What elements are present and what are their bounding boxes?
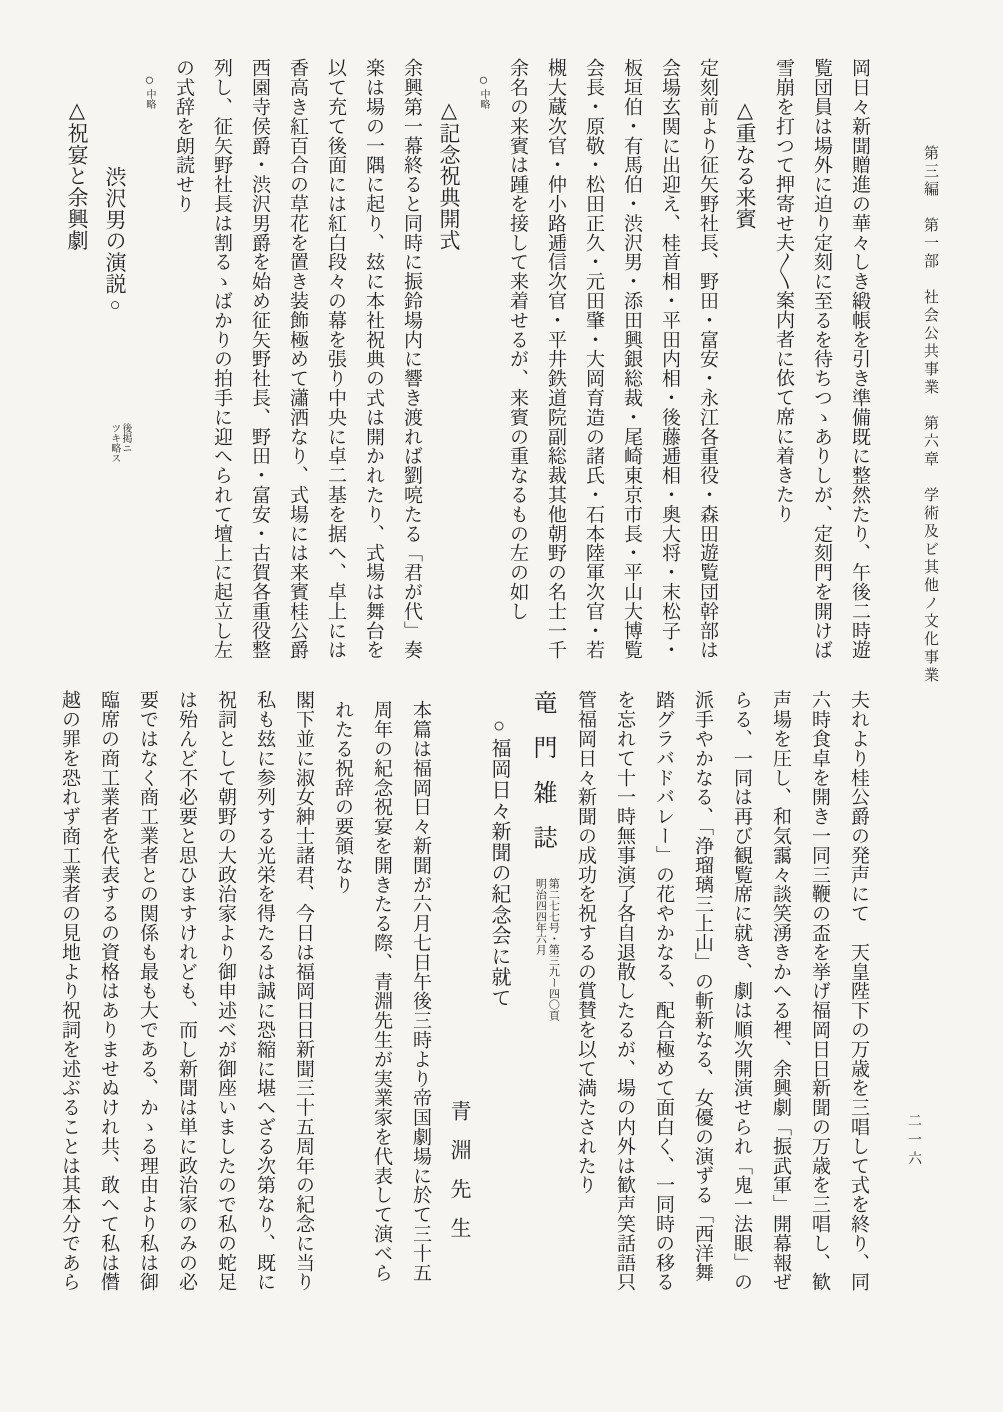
text-line: 岡日々新聞贈進の華々しき緞帳を引き準備既に整然たり、午後二時遊 [849,58,870,660]
text-line: を忘れて十一時無事演了各自退散したるが、場の内外は歓声笑話語只 [614,690,635,1292]
inline-annotation-line: 後掲ニ [119,422,131,453]
journal-date: 明治四四年六月 [534,878,547,955]
inline-annotation-line: ツキ略ス [108,422,120,463]
text-line: 越の罪を恐れず商工業者の見地より祝詞を述ぶることは其本分であら [59,690,80,1292]
journal-issue-note [533,878,559,1021]
text-line: 香高き紅百合の草花を置き装飾極めて瀟洒なり、式場には来賓桂公爵 [287,58,308,660]
text-line: 会長・原敬・松田正久・元田肇・大岡育造の諸氏・石本陸軍次官・若 [583,58,604,660]
bottom-text-block [50,690,878,1355]
section-heading-ceremony: △記念祝典開式 [437,98,461,251]
text-line: は殆んど不必要と思ひますけれども、而し新聞は単に政治家のみの必 [176,690,197,1292]
text-line: 夫れより桂公爵の発声にて 天皇陛下の万歳を三唱して式を終り、同 [848,690,869,1292]
text-line: 槻大蔵次官・仲小路逓信次官・平井鉄道院副総裁其他朝野の名士一千 [545,58,566,660]
text-line: 六時食卓を開き一同三鞭の盃を挙げ福岡日日新聞の万歳を三唱し、歓 [809,690,830,1292]
omission-note [134,58,164,690]
omission-note [468,58,498,690]
text-line: 管福岡日々新聞の成功を祝するの賞賛を以て満たされたり [575,690,596,1195]
text-line: 楽は場の一隅に起り、玆に本社祝典の式は開かれたり、式場は舞台を [363,58,384,660]
speech-reference-line [96,58,134,690]
text-line: 以て充て後面には紅白段々の幕を張り中央に卓二基を据へ、卓上には [325,58,346,660]
text-line: 要ではなく商工業者との関係も最も大である、かゝる理由より私は御 [137,690,158,1292]
text-line: 覧団員は場外に迫り定刻に至るを待ちつゝありしが、定刻門を開けば [811,58,832,660]
text-line: 会場玄関に出迎え、桂首相・平田内相・後藤逓相・奥大将・末松子・ [659,58,680,660]
text-line: 閣下並に淑女紳士諸君、今日は福岡日日新聞三十五周年の紀念に当り [293,690,314,1292]
speech-reference-text: 渋沢男の演説 [103,166,127,295]
byline: 青淵先生 [448,1100,472,1256]
text-line: 西園寺侯爵・渋沢男爵を始め征矢野社長、野田・富安・古賀各重役整 [249,58,270,660]
inline-annotation [109,315,131,463]
circle-marker-icon: ○ [105,294,125,315]
text-line: 定刻前より征矢野社長、野田・富安・永江各重役・森田遊覧団幹部は [697,58,718,660]
omission-note-label: 中略 [144,89,155,110]
section-heading-banquet: △祝宴と余興劇 [65,98,89,251]
text-line: 祝詞として朝野の大政治家より御申述べが御座いましたので私の蛇足 [215,690,236,1292]
journal-issue: 第二七七号・第三九ー四〇頁 [547,878,560,1021]
text-line: 余興第一幕終ると同時に振鈴場内に響き渡れば劉喨たる「君が代」奏 [401,58,422,660]
top-text-block [58,58,878,690]
text-line: の式辞を朗読せり [173,58,194,214]
text-line: 周年の紀念祝宴を開きたる際、青淵先生が実業家を代表して演べら [371,700,392,1282]
omission-note-label: 中略 [478,89,489,110]
text-line: 派手やかなる、「浄瑠璃三上山」の斬新なる、女優の演ずる「西洋舞 [692,690,713,1282]
text-line: 私も玆に参列する光栄を得たるは誠に恐縮に堪へざる次第なり、既に [254,690,275,1292]
text-line: 板垣伯・有馬伯・渋沢男・添田興銀総裁・尾崎東京市長・平山大博覧 [621,58,642,660]
journal-section [518,690,566,1355]
text-line: 声場を圧し、和気靄々談笑湧きかへる裡、余興劇「振武軍」開幕報ぜ [770,690,791,1292]
text-line: 臨席の商工業者を代表するの資格はありませぬけれ共、敢へて私は僭 [98,690,119,1292]
text-line: 列し、征矢野社長は割るゝばかりの拍手に迎へられて壇上に起立し左 [211,58,232,660]
text-line: らる、一同は再び観覧席に就き、劇は順次開演せられ「鬼一法眼」の [731,690,752,1292]
text-line: 余名の来賓は踵を接して来着せるが、来賓の重なるもの左の如し [507,58,528,621]
running-head: 第三編 第一部 社会公共事業 第六章 学術及ビ其他ノ文化事業 [922,145,938,685]
circle-marker-icon: ○ [475,72,492,90]
circle-marker-icon: ○ [141,72,158,90]
text-line: 踏グラバドバレー」の花やかなる、配合極めて面白く、一同時の移る [653,690,674,1292]
text-line: 本篇は福岡日々新聞が六月七日午後三時より帝国劇場に於て三十五 [410,700,431,1282]
text-line: 雪崩を打つて押寄せ夫〳〵案内者に依て席に着きたり [773,58,794,524]
text-line: れたる祝辞の要領なり [332,700,353,894]
section-heading-guests: △重なる来賓 [733,98,757,230]
article-title-line: ○福岡日々新聞の紀念会に就て [488,715,510,1009]
page-number: 二一六 [906,1113,921,1170]
journal-title: 竜門雑誌 [529,690,555,870]
